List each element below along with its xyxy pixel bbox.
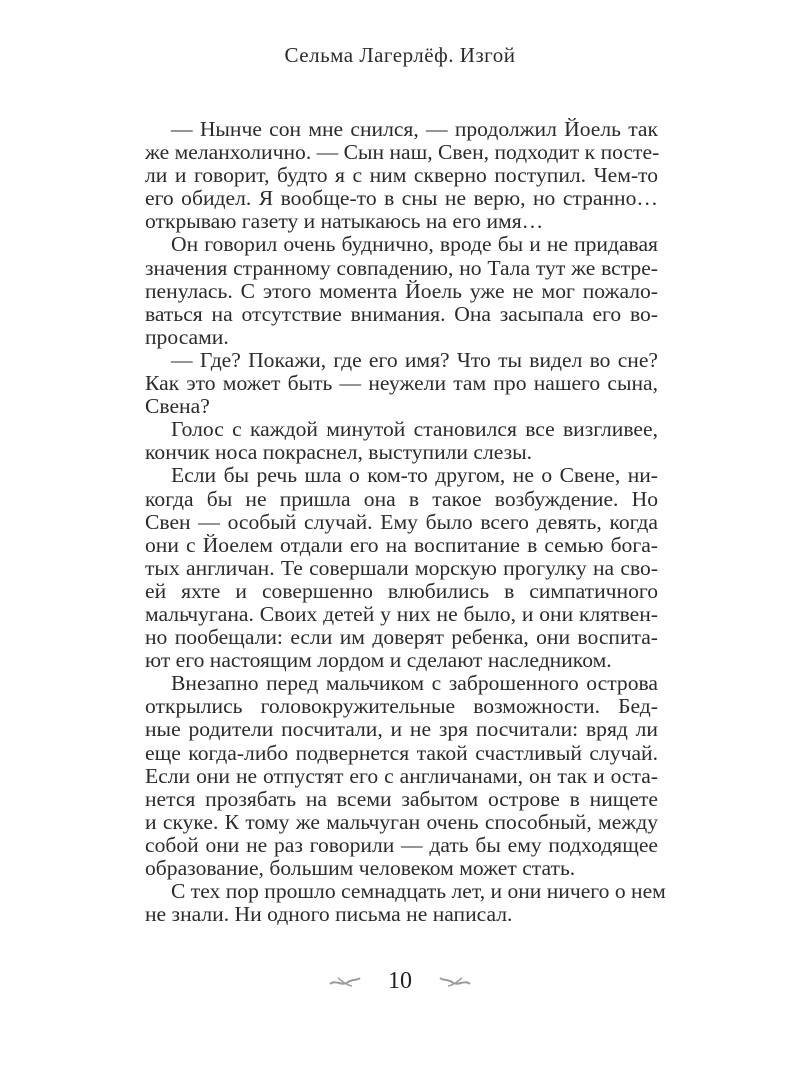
text-line: — Где? Покажи, где его имя? Что ты видел во сне? [171,347,658,372]
text-line: когда бы не пришла она в такое возбуждение. Но [145,486,658,511]
text-line: С тех пор прошло семнадцать лет, и они ничего о нем [171,879,666,904]
text-line: но пообещали: если им доверят ребенка, они воспита- [145,625,658,650]
page-number: 10 [388,968,412,994]
text-line: собой они не раз говорили — дать бы ему подходящее [145,832,658,857]
text-line: мальчугана. Своих детей у них не было, и они клятвен- [145,601,658,626]
text-line: ей яхте и совершенно влюбились в симпатичного [145,578,658,603]
text-line: ли и говорит, будто я с ним скверно поступил. Чем-то [145,163,658,188]
text-line: Свена? [145,394,210,419]
left-flourish-ornament-icon [328,975,362,989]
text-line: Если бы речь шла о ком-то другом, не о Свене, ни- [171,463,658,488]
text-line: и скуке. К тому же мальчуган очень способный, между [145,809,658,834]
text-line: значения странному совпадению, но Тала тут же встре- [145,255,658,280]
text-line: они с Йоелем отдали его на воспитание в семью бога- [145,532,658,557]
text-line: Внезапно перед мальчиком с заброшенного острова [171,671,658,696]
text-line: Он говорил очень буднично, вроде бы и не придавая [171,232,658,257]
text-line: его обидел. Я вообще-то в сны не верю, но странно… [145,186,658,211]
text-line: Голос с каждой минутой становился все визгливее, [171,417,658,442]
text-line: же меланхолично. — Сын наш, Свен, подходит к посте- [145,140,660,165]
text-line: Как это может быть — неужели там про нашего сына, [145,371,658,396]
right-flourish-ornament-icon [438,975,472,989]
text-line: ные родители посчитали, и не зря посчитали: вряд ли [145,717,658,742]
text-line: ют его настоящим лордом и сделают наследником. [145,648,612,673]
text-line: — Нынче сон мне снился, — продолжил Йоель так [171,117,658,141]
text-line: пенулась. С этого момента Йоель уже не мог пожало- [145,278,658,303]
running-header: Сельма Лагерлёф. Изгой [284,43,516,67]
body-text [145,117,666,927]
text-line: образование, большим человеком может стать. [145,856,576,880]
text-line: открылись головокружительные возможности. Бед- [145,694,658,719]
text-line: просами. [145,324,229,349]
text-line: тых англичан. Те совершали морскую прогулку на сво- [145,555,658,580]
text-line: еще когда-либо подвернется такой счастливый случай. [145,740,658,765]
text-line: открываю газету и натыкаюсь на его имя… [145,209,544,234]
text-line: Если они не отпустят его с англичанами, он так и оста- [145,763,658,788]
text-line: кончик носа покраснел, выступили слезы. [145,440,533,465]
text-line: Свен — особый случай. Ему было всего девять, когда [145,509,658,534]
page-footer [0,968,800,995]
text-line: нется прозябать на всеми забытом острове в нищете [145,786,658,811]
text-line: ваться на отсутствие внимания. Она засыпала его во- [145,301,658,326]
text-line: не знали. Ни одного письма не написал. [145,902,513,927]
